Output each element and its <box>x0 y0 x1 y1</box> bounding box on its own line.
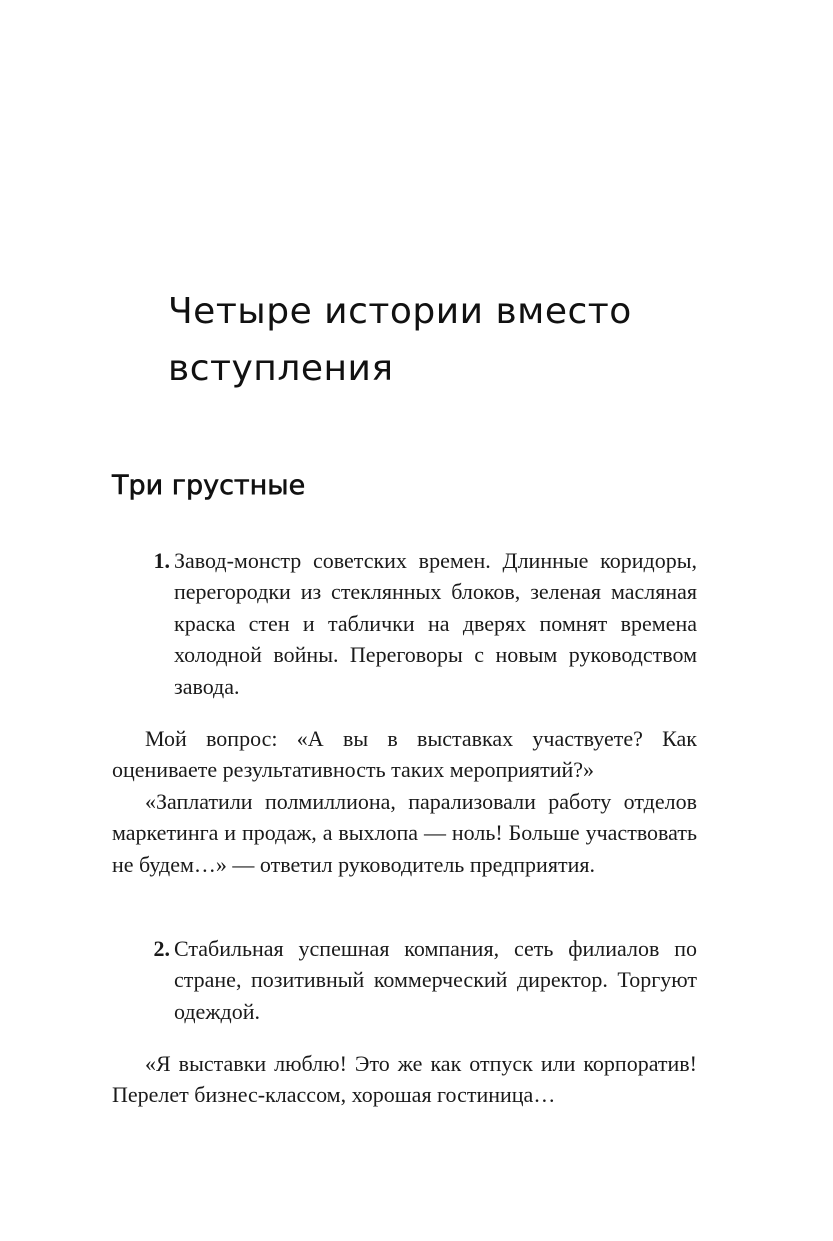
paragraph-answer: «Заплатили полмиллиона, парализовали работу отделов маркетинга и продаж, а выхлопа — ноль! Больше участвовать не будем…» — ответил руководитель предприятия. <box>112 789 697 877</box>
list-item-1 <box>112 545 697 702</box>
paragraph-question: Мой вопрос: «А вы в выставках участвуете? Как оцениваете результативность таких мероприятий?» <box>112 726 697 783</box>
list-item-2 <box>112 933 697 1027</box>
section-title: Три грустные <box>112 470 306 501</box>
list-number-1: 1. <box>153 548 170 573</box>
chapter-title <box>168 283 728 397</box>
list-number-2: 2. <box>153 936 170 961</box>
list-item-2-text: Стабильная успешная компания, сеть филиалов по стране, позитивный коммерческий директор. Торгуют одеждой. <box>174 936 697 1024</box>
paragraph-quote: «Я выставки люблю! Это же как отпуск или корпоратив! Перелет бизнес-классом, хорошая гостиница… <box>112 1051 697 1108</box>
list-item-1-text: Завод-монстр советских времен. Длинные коридоры, перегородки из стеклянных блоков, зеленая масляная краска стен и таблички на дверях помнят времена холодной войны. Переговоры с новым руководством завода. <box>174 548 697 699</box>
chapter-title-line-2: вступления <box>168 348 394 389</box>
chapter-title-line-1: Четыре истории вместо <box>168 291 632 332</box>
